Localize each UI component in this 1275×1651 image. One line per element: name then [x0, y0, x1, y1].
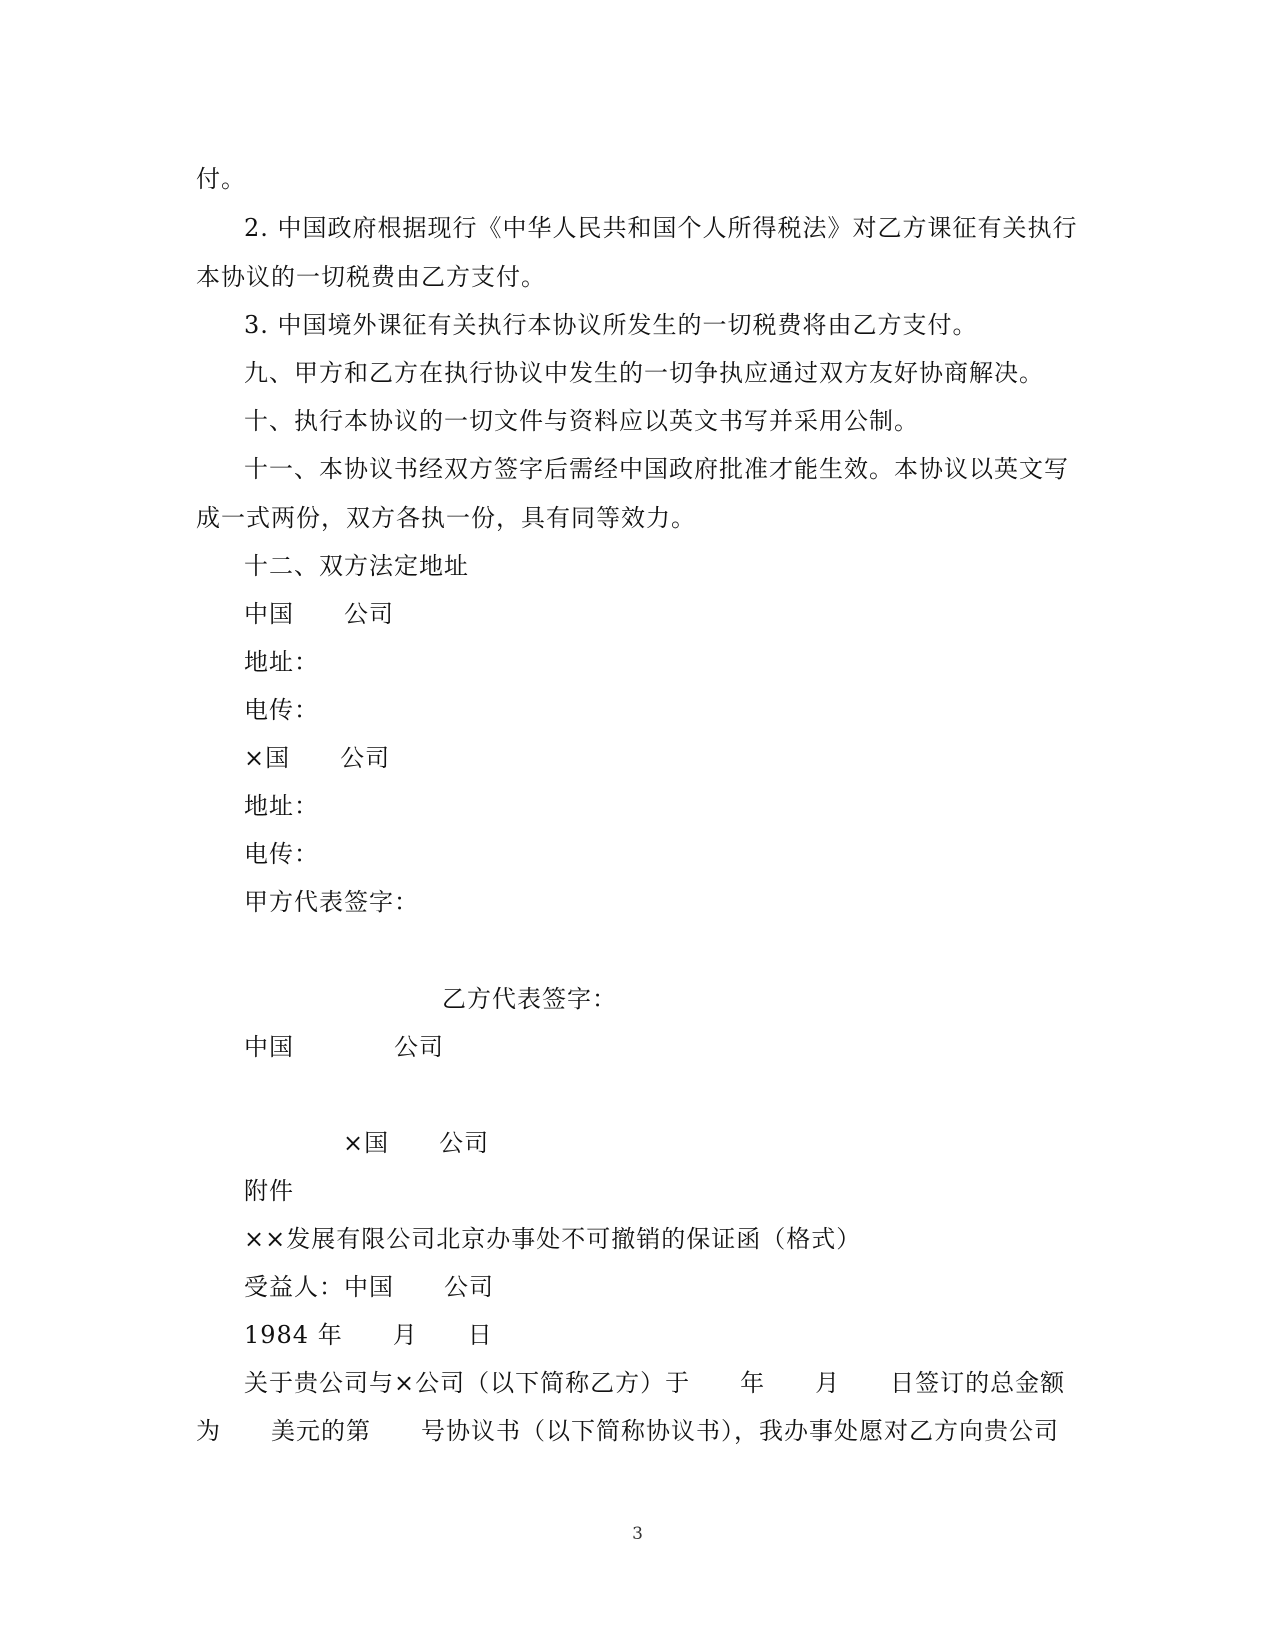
text-line-10: 中国 公司: [244, 600, 394, 628]
text-line-20: 附件: [244, 1177, 294, 1205]
text-line-15: 电传：: [244, 840, 319, 868]
text-line-24: 关于贵公司与×公司（以下简称乙方）于 年 月 日签订的总金额: [244, 1369, 1066, 1397]
text-line-11: 地址：: [244, 648, 319, 676]
text-line-12: 电传：: [244, 696, 319, 724]
text-line-9: 十二、双方法定地址: [244, 552, 469, 580]
text-line-23: 1984 年 月 日: [244, 1321, 493, 1349]
text-line-21: ××发展有限公司北京办事处不可撤销的保证函（格式）: [244, 1225, 862, 1253]
text-line-2: 2. 中国政府根据现行《中华人民共和国个人所得税法》对乙方课征有关执行: [244, 214, 1078, 242]
text-line-6: 十、执行本协议的一切文件与资料应以英文书写并采用公制。: [244, 407, 919, 435]
text-line-17: 乙方代表签字：: [442, 985, 617, 1013]
text-line-8: 成一式两份，双方各执一份，具有同等效力。: [196, 504, 696, 532]
text-line-13: ×国 公司: [244, 744, 391, 772]
text-line-18: 中国 公司: [244, 1033, 444, 1061]
text-line-19: ×国 公司: [343, 1129, 490, 1157]
text-line-14: 地址：: [244, 792, 319, 820]
text-line-5: 九、甲方和乙方在执行协议中发生的一切争执应通过双方友好协商解决。: [244, 359, 1044, 387]
page-number: 3: [632, 1524, 643, 1544]
text-line-3: 本协议的一切税费由乙方支付。: [196, 263, 546, 291]
text-line-16: 甲方代表签字：: [244, 888, 419, 916]
text-line-1: 付。: [196, 165, 246, 193]
text-line-7: 十一、本协议书经双方签字后需经中国政府批准才能生效。本协议以英文写: [244, 455, 1069, 483]
text-line-25: 为 美元的第 号协议书（以下简称协议书），我办事处愿对乙方向贵公司: [196, 1417, 1059, 1445]
text-line-4: 3. 中国境外课征有关执行本协议所发生的一切税费将由乙方支付。: [244, 311, 978, 339]
text-line-22: 受益人：中国 公司: [244, 1273, 494, 1301]
